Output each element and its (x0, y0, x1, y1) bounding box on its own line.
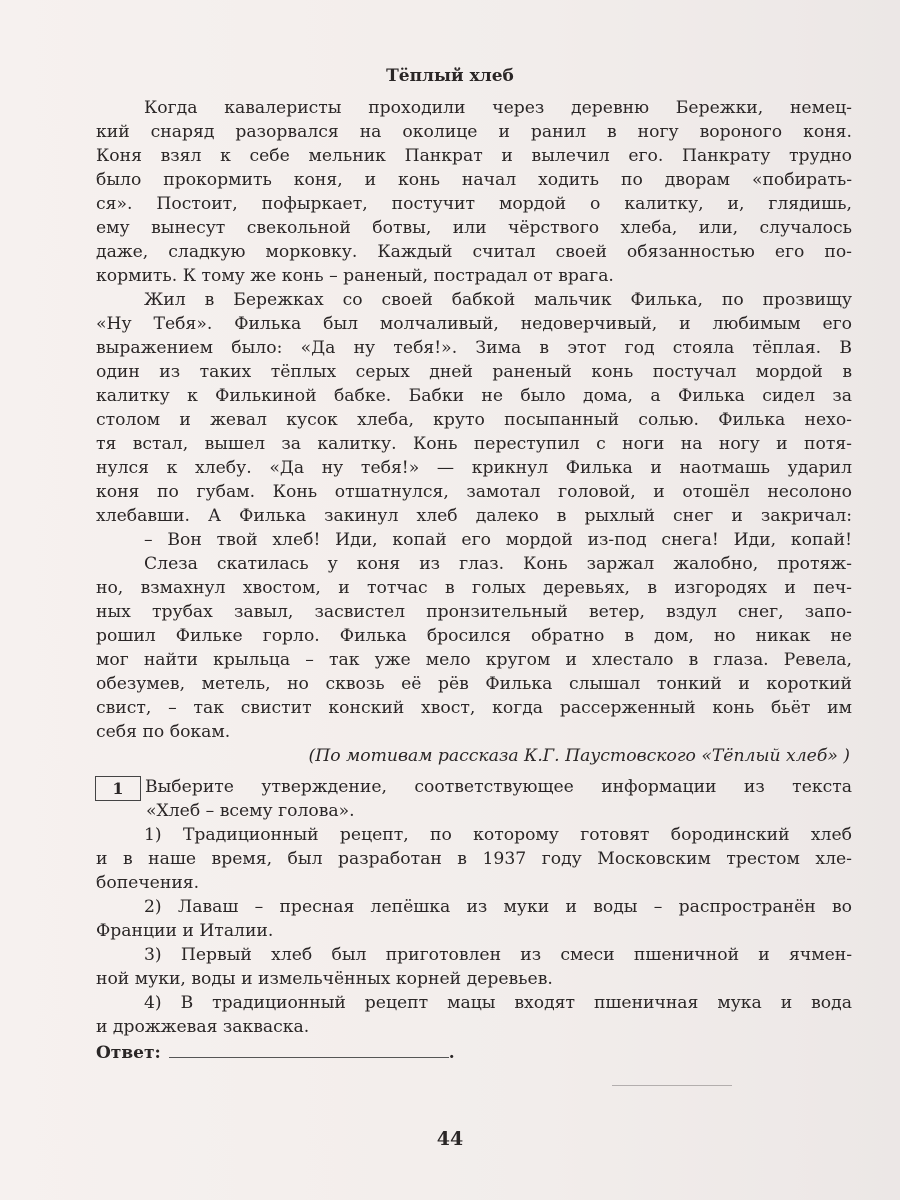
option-line: 1) Традиционный рецепт, по которому готовят бородинский хлеб (144, 825, 852, 845)
story-line: себя по бокам. (96, 722, 231, 742)
story-line: ся». Постоит, пофыркает, постучит мордой о калитку, и, глядишь, (96, 194, 852, 214)
option-line: 3) Первый хлеб был приготовлен из смеси пшеничной и ячмен- (144, 945, 852, 965)
story-line: калитку к Филькиной бабке. Бабки не было дома, а Филька сидел за (96, 386, 852, 406)
story-line: тя встал, вышел за калитку. Конь переступил с ноги на ногу и потя- (96, 434, 852, 454)
question-prompt-line: «Хлеб – всему голова». (146, 801, 355, 821)
option-line: ной муки, воды и измельчённых корней деревьев. (96, 969, 553, 989)
story-line: мог найти крыльца – так уже мело кругом и хлестало в глаза. Ревела, (96, 650, 852, 670)
story-line: ных трубах завыл, засвистел пронзительный ветер, вздул снег, запо- (96, 602, 852, 622)
option-line: 4) В традиционный рецепт мацы входят пшеничная мука и вода (144, 993, 852, 1013)
answer-end: . (448, 1043, 455, 1063)
story-line: Слеза скатилась у коня из глаз. Конь заржал жалобно, протяж- (144, 554, 852, 574)
story-line: даже, сладкую морковку. Каждый считал своей обязанностью его по- (96, 242, 852, 262)
story-line: – Вон твой хлеб! Иди, копай его мордой из-под снега! Иди, копай! (144, 530, 852, 550)
story-line: столом и жевал кусок хлеба, круто посыпанный солью. Филька нехо- (96, 410, 852, 430)
story-title: Тёплый хлеб (386, 66, 514, 86)
option-line: бопечения. (96, 873, 200, 893)
answer-row (96, 1042, 455, 1063)
story-line: кий снаряд разорвался на околице и ранил в ногу вороного коня. (96, 122, 852, 142)
question-number-box: 1 (95, 776, 141, 801)
story-line: но, взмахнул хвостом, и тотчас в голых деревьях, в изгородях и печ- (96, 578, 852, 598)
page-number: 44 (436, 1128, 464, 1150)
question-prompt-line: Выберите утверждение, соответствующее информации из текста (145, 777, 852, 797)
decorative-rule (612, 1085, 732, 1086)
story-line: Жил в Бережках со своей бабкой мальчик Филька, по прозвищу (144, 290, 852, 310)
story-line: хлебавши. А Филька закинул хлеб далеко в рыхлый снег и закричал: (96, 506, 852, 526)
option-line: и в наше время, был разработан в 1937 году Московским трестом хле- (96, 849, 852, 869)
answer-label: Ответ: (96, 1043, 161, 1063)
story-line: Когда кавалеристы проходили через деревню Бережки, немец- (144, 98, 852, 118)
story-line: свист, – так свистит конский хвост, когда рассерженный конь бьёт им (96, 698, 852, 718)
story-attribution: (По мотивам рассказа К.Г. Паустовского «Тёплый хлеб» ) (308, 746, 850, 766)
answer-field[interactable] (169, 1042, 449, 1058)
story-line: «Ну Тебя». Филька был молчаливый, недоверчивый, и любимым его (96, 314, 852, 334)
story-line: обезумев, метель, но сквозь её рёв Филька слышал тонкий и короткий (96, 674, 852, 694)
story-line: один из таких тёплых серых дней раненый конь постучал мордой в (96, 362, 852, 382)
story-line: ему вынесут свекольной ботвы, или чёрствого хлеба, или, случалось (96, 218, 852, 238)
story-line: рошил Фильке горло. Филька бросился обратно в дом, но никак не (96, 626, 852, 646)
story-line: нулся к хлебу. «Да ну тебя!» — крикнул Филька и наотмашь ударил (96, 458, 852, 478)
story-line: было прокормить коня, и конь начал ходить по дворам «побирать- (96, 170, 852, 190)
option-line: и дрожжевая закваска. (96, 1017, 310, 1037)
story-line: кормить. К тому же конь – раненый, пострадал от врага. (96, 266, 614, 286)
option-line: Франции и Италии. (96, 921, 274, 941)
story-line: выражением было: «Да ну тебя!». Зима в этот год стояла тёплая. В (96, 338, 852, 358)
story-line: Коня взял к себе мельник Панкрат и вылечил его. Панкрату трудно (96, 146, 852, 166)
option-line: 2) Лаваш – пресная лепёшка из муки и воды – распространён во (144, 897, 852, 917)
story-line: коня по губам. Конь отшатнулся, замотал головой, и отошёл несолоно (96, 482, 852, 502)
